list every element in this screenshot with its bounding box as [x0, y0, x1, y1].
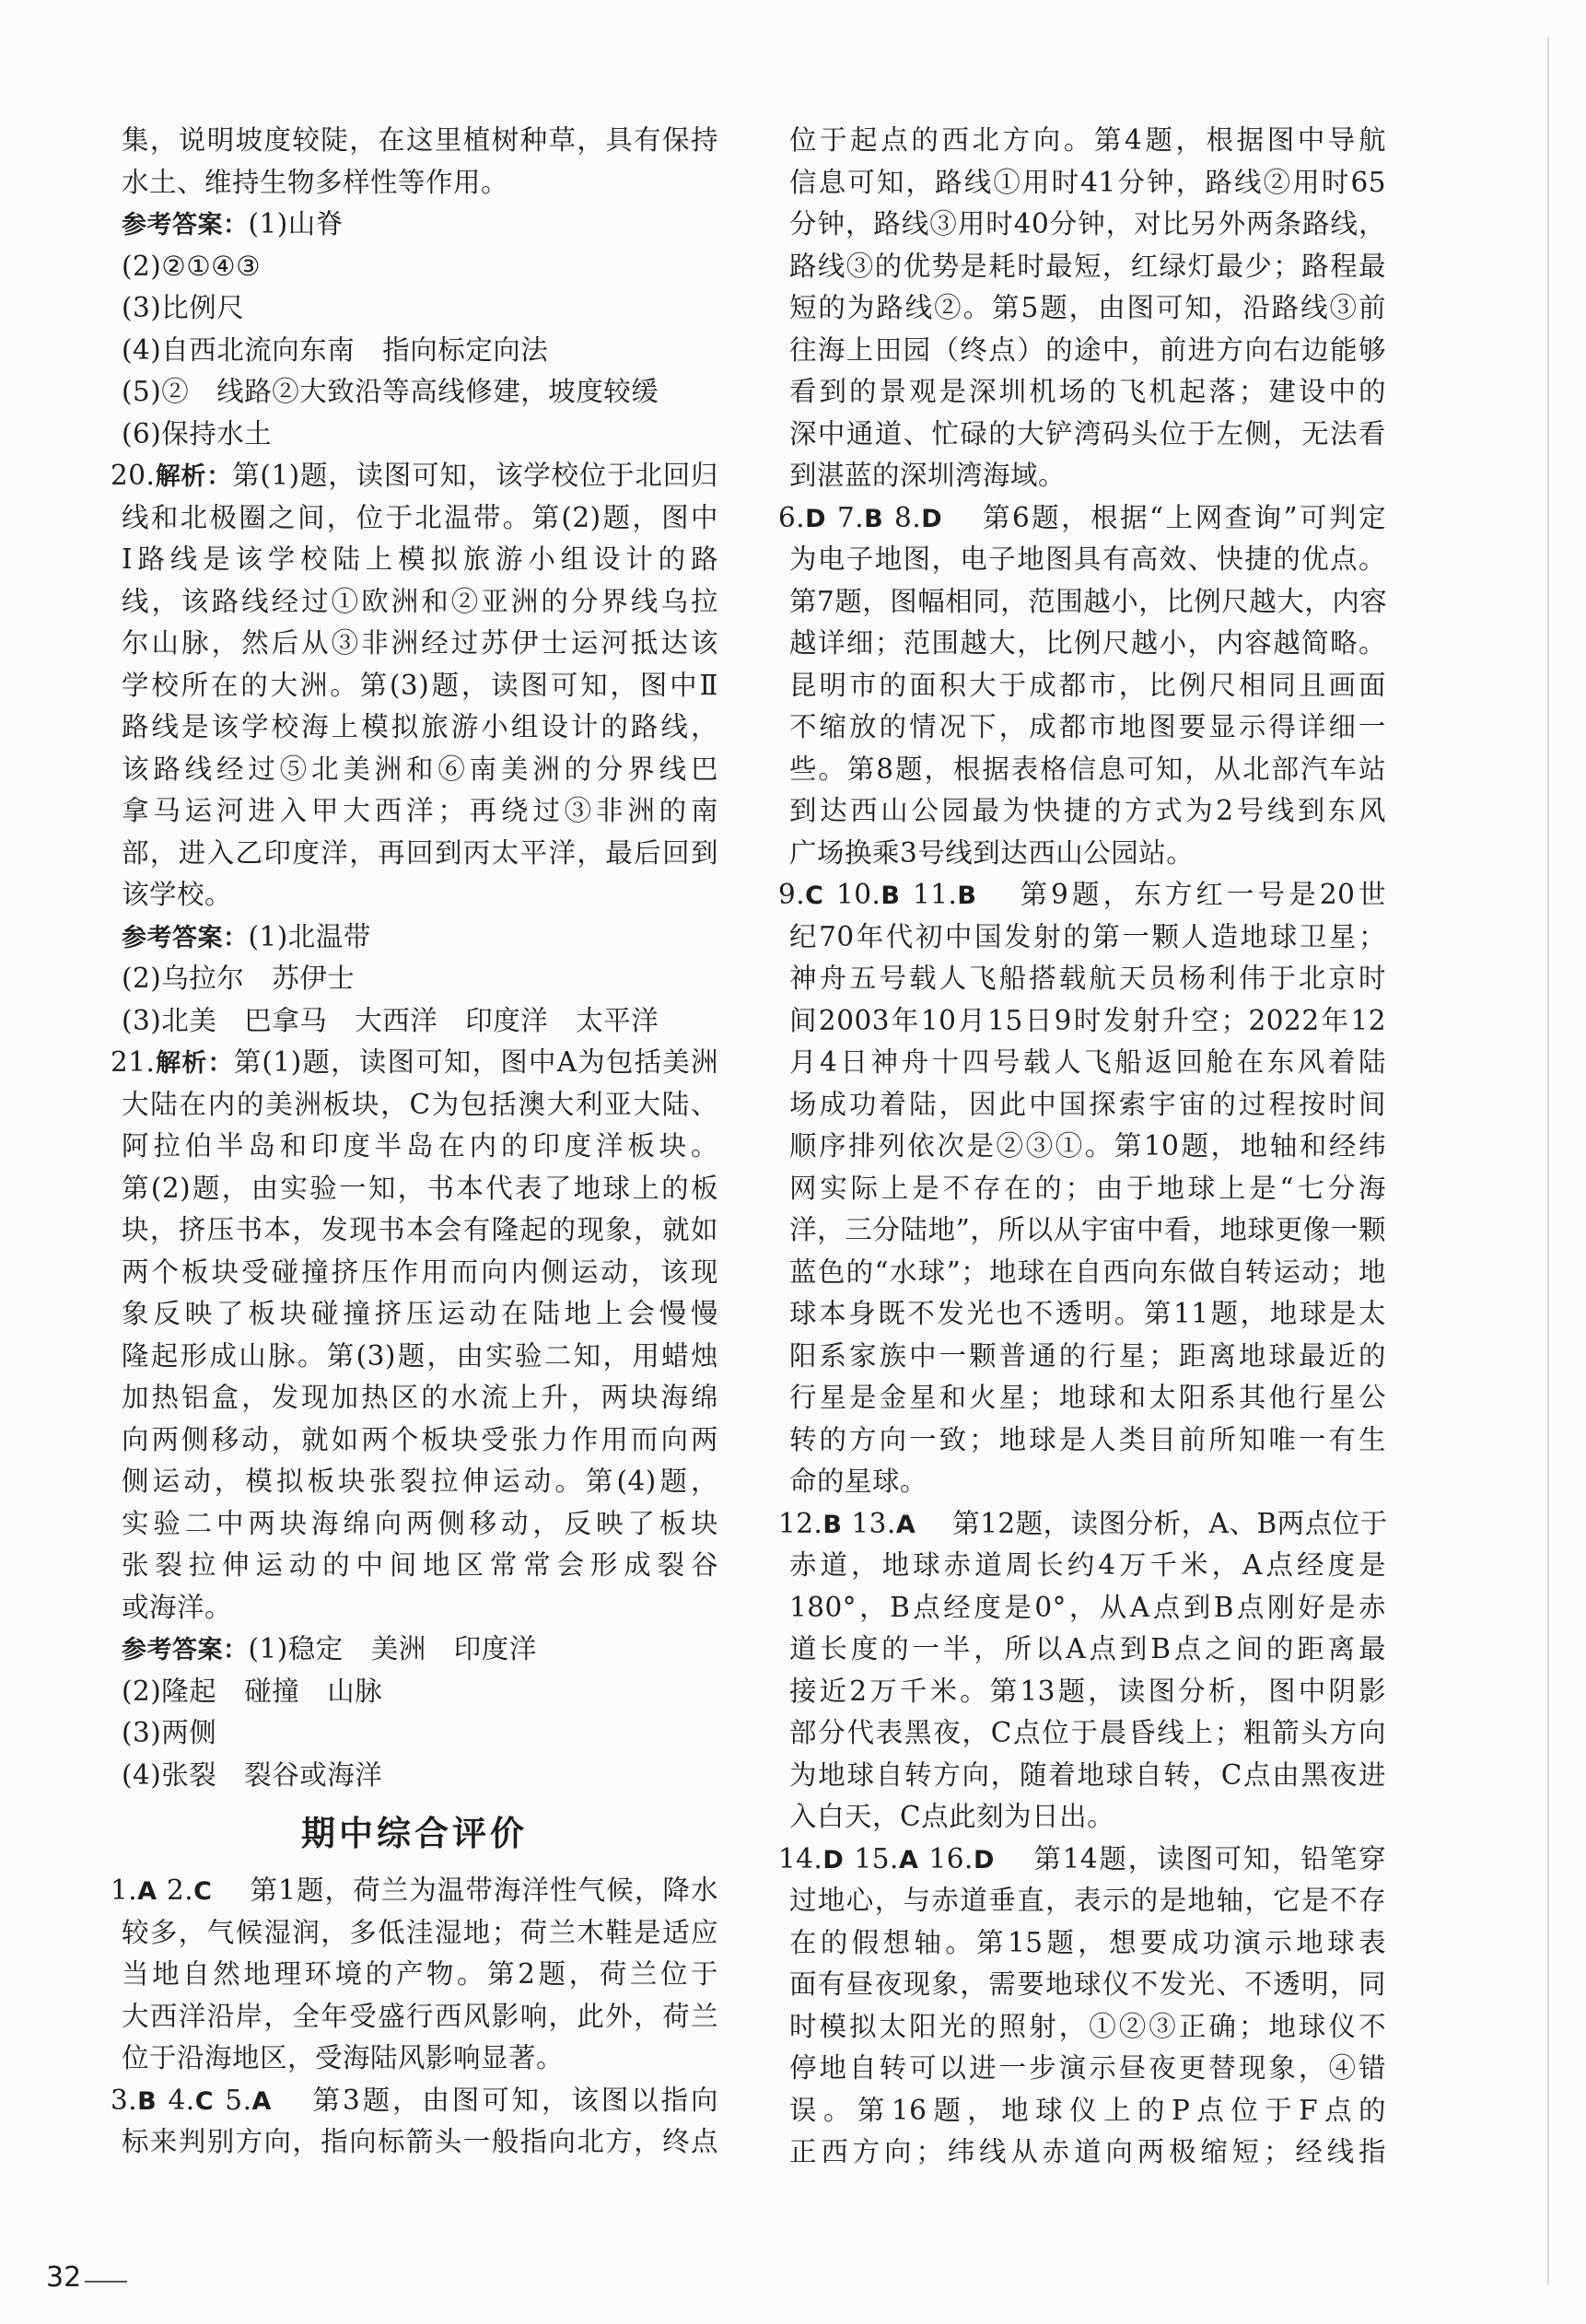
text-line — [778, 455, 1386, 497]
line-text: 线和北极圈之间，位于北温带。第(2)题，图中 — [122, 501, 718, 533]
line-text: (2)乌拉尔 苏伊士 — [122, 963, 356, 994]
line-text: (1)北温带 — [248, 920, 371, 952]
answer-letter: D — [822, 1845, 845, 1874]
line-text: 转的方向一致；地球是人类目前所知唯一有生 — [789, 1423, 1386, 1455]
line-text: 或海洋。 — [122, 1591, 233, 1623]
line-text: 部分代表黑夜，C点位于晨昏线上；粗箭头方向 — [789, 1717, 1386, 1748]
line-text: 尔山脉，然后从③非洲经过苏伊士运河抵达该 — [122, 627, 718, 659]
line-text: 球本身既不发光也不透明。第11题，地球是太 — [789, 1298, 1386, 1329]
line-text: 集，说明坡度较陡，在这里植树种草，具有保持 — [122, 124, 718, 156]
line-text: 广场换乘3号线到达西山公园站。 — [789, 836, 1195, 869]
text-line — [778, 1629, 1386, 1671]
line-text: 昆明市的面积大于成都市，比例尺相同且画面 — [789, 669, 1386, 701]
text-line — [111, 497, 718, 540]
question-number: 12. — [778, 1507, 823, 1539]
line-text: 第1题，荷兰为温带海洋性气候，降水 — [250, 1874, 718, 1906]
question-number: 11. — [912, 879, 958, 910]
question-number: 3. — [111, 2084, 138, 2116]
answer-letter: C — [193, 1877, 213, 1906]
line-text: 两个板块受碰撞挤压作用而向内侧运动，该现 — [122, 1255, 718, 1288]
text-line — [111, 2080, 718, 2122]
line-text: 不缩放的情况下，成都市地图要显示得详细一 — [789, 711, 1386, 742]
line-text: (4)自西北流向东南 指向标定向法 — [122, 333, 549, 366]
text-line — [778, 707, 1386, 749]
text-line — [778, 1209, 1386, 1252]
line-text: 水土、维持生物多样性等作用。 — [122, 166, 509, 198]
line-text: 第7题，图幅相同，范围越小，比例尺越大，内容 — [789, 585, 1388, 617]
text-line — [778, 1336, 1386, 1378]
answer-letter: D — [921, 504, 943, 533]
line-text: 路线③的优势是耗时最短，红绿灯最少；路程最 — [789, 250, 1386, 282]
answer-letter: B — [957, 882, 977, 910]
text-line — [111, 874, 718, 917]
line-text: 赤道，地球赤道周长约4万千米，A点经度是 — [789, 1549, 1386, 1581]
line-text: 蓝色的“水球”；地球在自西向东做自转运动；地 — [789, 1255, 1386, 1288]
line-text: 间2003年10月15日9时发射升空；2022年12 — [789, 1004, 1386, 1036]
text-line — [778, 497, 1386, 540]
text-line — [111, 665, 718, 707]
question-number: 13. — [851, 1507, 896, 1539]
text-line — [111, 1996, 718, 2038]
line-text: 时模拟太阳光的照射，①②③正确；地球仪不 — [789, 2010, 1386, 2042]
text-line — [111, 623, 718, 665]
text-line — [111, 1461, 718, 1503]
page-number-dash — [85, 2281, 127, 2283]
text-line — [778, 749, 1386, 791]
line-text: 第14题，读图可知，铅笔穿 — [1033, 1842, 1386, 1874]
line-text: (2)②①④③ — [122, 250, 262, 282]
text-line — [778, 1461, 1386, 1503]
answer-letter: B — [864, 504, 884, 533]
text-line — [111, 1000, 718, 1043]
text-line — [778, 371, 1386, 414]
text-line — [111, 1377, 718, 1419]
answer-letter: B — [880, 882, 901, 910]
text-line — [111, 958, 718, 1000]
answer-letter: D — [973, 1845, 995, 1874]
text-line — [778, 665, 1386, 707]
line-text: 当地自然地理环境的产物。第2题，荷兰位于 — [122, 1958, 718, 1990]
text-line — [778, 1000, 1386, 1043]
line-text: (2)隆起 碰撞 山脉 — [122, 1675, 383, 1707]
text-line — [111, 1545, 718, 1587]
line-text: 第(2)题，由实验一知，书本代表了地球上的板 — [122, 1172, 718, 1204]
text-line — [778, 1419, 1386, 1462]
text-line — [778, 874, 1386, 917]
line-text: 加热铝盒，发现加热区的水流上升，两块海绵 — [122, 1382, 718, 1413]
text-line — [111, 1587, 718, 1629]
text-line — [111, 539, 718, 581]
text-line — [778, 1964, 1386, 2006]
line-text: 些。第8题，根据表格信息可知，从北部汽车站 — [789, 753, 1386, 785]
text-line — [111, 1712, 718, 1755]
text-line — [778, 204, 1386, 246]
text-line — [778, 1126, 1386, 1168]
answer-label: 参考答案： — [122, 923, 249, 952]
line-text: 神舟五号载人飞船搭载航天员杨利伟于北京时 — [789, 963, 1386, 994]
line-text: 阳系家族中一颗普通的行星；距离地球最近的 — [789, 1339, 1386, 1372]
line-text: 正西方向；纬线从赤道向两极缩短；经线指 — [789, 2136, 1386, 2167]
answer-letter: A — [898, 1845, 919, 1874]
line-text: (1)稳定 美洲 印度洋 — [248, 1633, 537, 1664]
answer-letter: A — [895, 1510, 916, 1539]
line-text: 月4日神舟十四号载人飞船返回舱在东风着陆 — [789, 1046, 1386, 1078]
text-line — [111, 707, 718, 749]
line-text: (5)② 线路②大致沿等高线修建，坡度较缓 — [122, 376, 659, 407]
text-line — [111, 1084, 718, 1127]
text-line — [778, 1168, 1386, 1210]
text-line — [111, 246, 718, 288]
text-line — [111, 1293, 718, 1336]
text-line — [111, 1042, 718, 1084]
line-text: (1)山脊 — [248, 208, 344, 239]
text-line — [778, 790, 1386, 833]
line-text: 标来判别方向，指向标箭头一般指向北方，终点 — [122, 2126, 718, 2157]
text-line — [111, 833, 718, 875]
answer-letter: C — [805, 882, 824, 910]
question-number: 14. — [778, 1842, 823, 1874]
text-line — [778, 581, 1386, 624]
line-text: 大西洋沿岸，全年受盛行西风影响，此外，荷兰 — [122, 2000, 718, 2032]
text-line — [778, 1545, 1386, 1587]
question-number: 20. — [111, 460, 156, 491]
line-text: 入白天，C点此刻为日出。 — [789, 1801, 1115, 1832]
line-text: 为地球自转方向，随着地球自转，C点由黑夜进 — [789, 1758, 1386, 1791]
line-text: 180°，B点经度是0°，从A点到B点刚好是赤 — [789, 1591, 1386, 1623]
line-text: (6)保持水土 — [122, 417, 273, 450]
text-line — [111, 2121, 718, 2164]
answer-letter: A — [137, 1877, 157, 1906]
question-number: 9. — [778, 879, 806, 910]
line-text: 到达西山公园最为快捷的方式为2号线到东风 — [789, 795, 1386, 826]
line-text: 深中通道、忙碌的大铲湾码头位于左侧，无法看 — [789, 417, 1386, 450]
text-line — [778, 1796, 1386, 1839]
line-text: 过地心，与赤道垂直，表示的是地轴，它是不存 — [789, 1885, 1386, 1916]
line-text: 张裂拉伸运动的中间地区常常会形成裂谷 — [122, 1549, 718, 1581]
line-text: 在的假想轴。第15题，想要成功演示地球表 — [789, 1926, 1386, 1958]
line-text: (3)北美 巴拿马 大西洋 印度洋 太平洋 — [122, 1004, 659, 1036]
text-line — [778, 120, 1386, 162]
line-text: 为电子地图，电子地图具有高效、快捷的优点。 — [789, 543, 1386, 575]
line-text: 阿拉伯半岛和印度半岛在内的印度洋板块。 — [122, 1130, 718, 1162]
text-line — [111, 749, 718, 791]
line-text: 较多，气候湿润，多低洼湿地；荷兰木鞋是适应 — [122, 1916, 718, 1948]
question-number: 21. — [111, 1046, 156, 1078]
text-line — [778, 330, 1386, 372]
text-line — [778, 1839, 1386, 1881]
page-number: 32 — [46, 2261, 82, 2294]
line-text: 侧运动，模拟板块张裂拉伸运动。第(4)题， — [122, 1466, 718, 1497]
page-edge-rule — [1547, 37, 1549, 2284]
answer-label: 解析： — [155, 1049, 234, 1078]
text-line — [111, 917, 718, 959]
answer-letter: B — [822, 1510, 843, 1539]
text-line — [778, 1712, 1386, 1755]
question-number: 8. — [894, 501, 922, 533]
text-line — [778, 246, 1386, 288]
text-line — [111, 204, 718, 246]
text-line — [111, 455, 718, 497]
text-line — [111, 1870, 718, 1912]
line-text: 面有昼夜现象，需要地球仪不发光、不透明，同 — [789, 1968, 1386, 2000]
text-line — [778, 2006, 1386, 2049]
text-line — [778, 2131, 1386, 2174]
line-text: 第3题，由图可知，该图以指向 — [312, 2084, 718, 2116]
text-line — [778, 162, 1386, 204]
line-text: 停地自转可以进一步演示昼夜更替现象，④错 — [789, 2052, 1386, 2084]
line-text: 第(1)题，读图可知，该学校位于北回归 — [232, 460, 718, 491]
text-line — [111, 1209, 718, 1252]
text-line — [778, 1922, 1386, 1965]
text-line — [111, 371, 718, 414]
question-number: 6. — [778, 501, 806, 533]
text-line — [778, 623, 1386, 665]
text-line — [111, 162, 718, 204]
right-column — [778, 120, 1386, 2174]
answer-letter: B — [137, 2086, 157, 2116]
line-text: 行星是金星和火星；地球和太阳系其他行星公 — [789, 1382, 1386, 1413]
line-text: 学校所在的大洲。第(3)题，读图可知，图中Ⅱ — [122, 669, 718, 701]
line-text: 场成功着陆，因此中国探索宇宙的过程按时间 — [789, 1088, 1386, 1120]
line-text: (3)比例尺 — [122, 292, 245, 323]
line-text: (3)两侧 — [122, 1717, 217, 1748]
line-text: 命的星球。 — [789, 1466, 928, 1497]
text-line — [778, 1755, 1386, 1797]
text-line — [111, 790, 718, 833]
line-text: 信息可知，路线①用时41分钟，路线②用时65 — [789, 166, 1386, 198]
text-line — [111, 287, 718, 330]
line-text: 路线是该学校海上模拟旅游小组设计的路线， — [122, 711, 718, 742]
text-line — [111, 120, 718, 162]
text-line — [778, 1042, 1386, 1084]
text-line — [778, 1880, 1386, 1922]
text-line — [111, 1755, 718, 1797]
line-text: 越详细；范围越大，比例尺越小，内容越简略。 — [789, 627, 1386, 659]
line-text: 纪70年代初中国发射的第一颗人造地球卫星； — [789, 920, 1386, 952]
line-text: Ⅰ路线是该学校陆上模拟旅游小组设计的路 — [122, 543, 718, 575]
line-text: 第6题，根据“上网查询”可判定 — [982, 501, 1386, 533]
line-text: 第9题，东方红一号是20世 — [1020, 879, 1386, 910]
question-number: 10. — [835, 879, 881, 910]
line-text: 块，挤压书本，发现书本会有隆起的现象，就如 — [122, 1214, 718, 1245]
line-text: 短的为路线②。第5题，由图可知，沿路线③前 — [789, 292, 1386, 323]
text-line — [111, 1126, 718, 1168]
line-text: 该学校。 — [122, 879, 233, 910]
line-text: (4)张裂 裂谷或海洋 — [122, 1758, 383, 1791]
text-line — [111, 1252, 718, 1294]
answer-label: 解析： — [155, 462, 233, 491]
line-text: 位于起点的西北方向。第4题，根据图中导航 — [789, 124, 1386, 156]
text-line — [111, 1168, 718, 1210]
text-line — [778, 1503, 1386, 1546]
text-line — [778, 1084, 1386, 1127]
text-line — [778, 2048, 1386, 2090]
question-number: 7. — [836, 501, 865, 533]
line-text: 该路线经过⑤北美洲和⑥南美洲的分界线巴 — [122, 753, 718, 785]
line-text: 接近2万千米。第13题，读图分析，图中阴影 — [789, 1675, 1386, 1707]
line-text: 顺序排列依次是②③①。第10题，地轴和经纬 — [789, 1130, 1386, 1162]
line-text: 洋，三分陆地”，所以从宇宙中看，地球更像一颗 — [789, 1214, 1386, 1245]
answer-label: 参考答案： — [122, 1636, 249, 1664]
line-text: 第12题，读图分析，A、B两点位于 — [952, 1507, 1388, 1539]
answer-label: 参考答案： — [122, 211, 249, 239]
text-line — [778, 539, 1386, 581]
line-text: 线，该路线经过①欧洲和②亚洲的分界线乌拉 — [122, 585, 718, 617]
text-line — [111, 1336, 718, 1378]
text-line — [111, 414, 718, 456]
line-text: 向两侧移动，就如两个板块受张力作用而向两 — [122, 1423, 718, 1455]
question-number: 1. — [111, 1874, 138, 1906]
line-text: 实验二中两块海绵向两侧移动，反映了板块 — [122, 1507, 718, 1539]
text-line — [778, 2090, 1386, 2132]
section-heading: 期中综合评价 — [301, 1814, 528, 1853]
text-line — [111, 330, 718, 372]
text-line — [111, 1954, 718, 1996]
question-number: 5. — [225, 2084, 252, 2116]
line-text: 道长度的一半，所以A点到B点之间的距离最 — [789, 1633, 1386, 1664]
text-line — [111, 1671, 718, 1713]
answer-letter: D — [805, 504, 827, 533]
line-text: 隆起形成山脉。第(3)题，由实验二知，用蜡烛 — [122, 1339, 718, 1372]
line-text: 误。第16题，地球仪上的P点位于F点的 — [789, 2094, 1386, 2126]
line-text: 拿马运河进入甲大西洋；再绕过③非洲的南 — [122, 795, 718, 826]
text-line — [778, 287, 1386, 330]
question-number: 2. — [167, 1874, 194, 1906]
question-number: 16. — [928, 1842, 974, 1874]
answer-letter: A — [251, 2086, 272, 2116]
text-line — [778, 917, 1386, 959]
text-line — [778, 1671, 1386, 1713]
text-line — [778, 958, 1386, 1000]
line-text: 网实际上是不存在的；由于地球上是“七分海 — [789, 1172, 1386, 1204]
text-line — [778, 1293, 1386, 1336]
line-text: 位于沿海地区，受海陆风影响显著。 — [122, 2042, 565, 2073]
text-line — [111, 1503, 718, 1546]
text-line — [778, 1377, 1386, 1419]
line-text: 分钟，路线③用时40分钟，对比另外两条路线， — [789, 208, 1386, 239]
text-line — [778, 414, 1386, 456]
question-number: 4. — [168, 2084, 195, 2116]
text-line — [111, 1629, 718, 1671]
text-line — [111, 581, 718, 624]
line-text: 部，进入乙印度洋，再回到丙太平洋，最后回到 — [122, 836, 718, 869]
line-text: 象反映了板块碰撞挤压运动在陆地上会慢慢 — [122, 1298, 718, 1329]
text-line — [111, 2038, 718, 2080]
text-line — [111, 1912, 718, 1955]
line-text: 大陆在内的美洲板块，C为包括澳大利亚大陆、 — [122, 1088, 718, 1120]
line-text: 到湛蓝的深圳湾海域。 — [789, 460, 1067, 491]
answer-letter: C — [194, 2086, 215, 2116]
question-number: 15. — [854, 1842, 899, 1874]
left-column — [111, 120, 718, 2164]
text-line — [778, 833, 1386, 875]
text-line — [111, 1419, 718, 1462]
line-text: 往海上田园（终点）的途中，前进方向右边能够 — [789, 333, 1386, 366]
text-line — [778, 1252, 1386, 1294]
line-text: 看到的景观是深圳机场的飞机起落；建设中的 — [789, 376, 1386, 407]
text-line — [778, 1587, 1386, 1629]
line-text: 第(1)题，读图可知，图中A为包括美洲 — [233, 1046, 718, 1078]
